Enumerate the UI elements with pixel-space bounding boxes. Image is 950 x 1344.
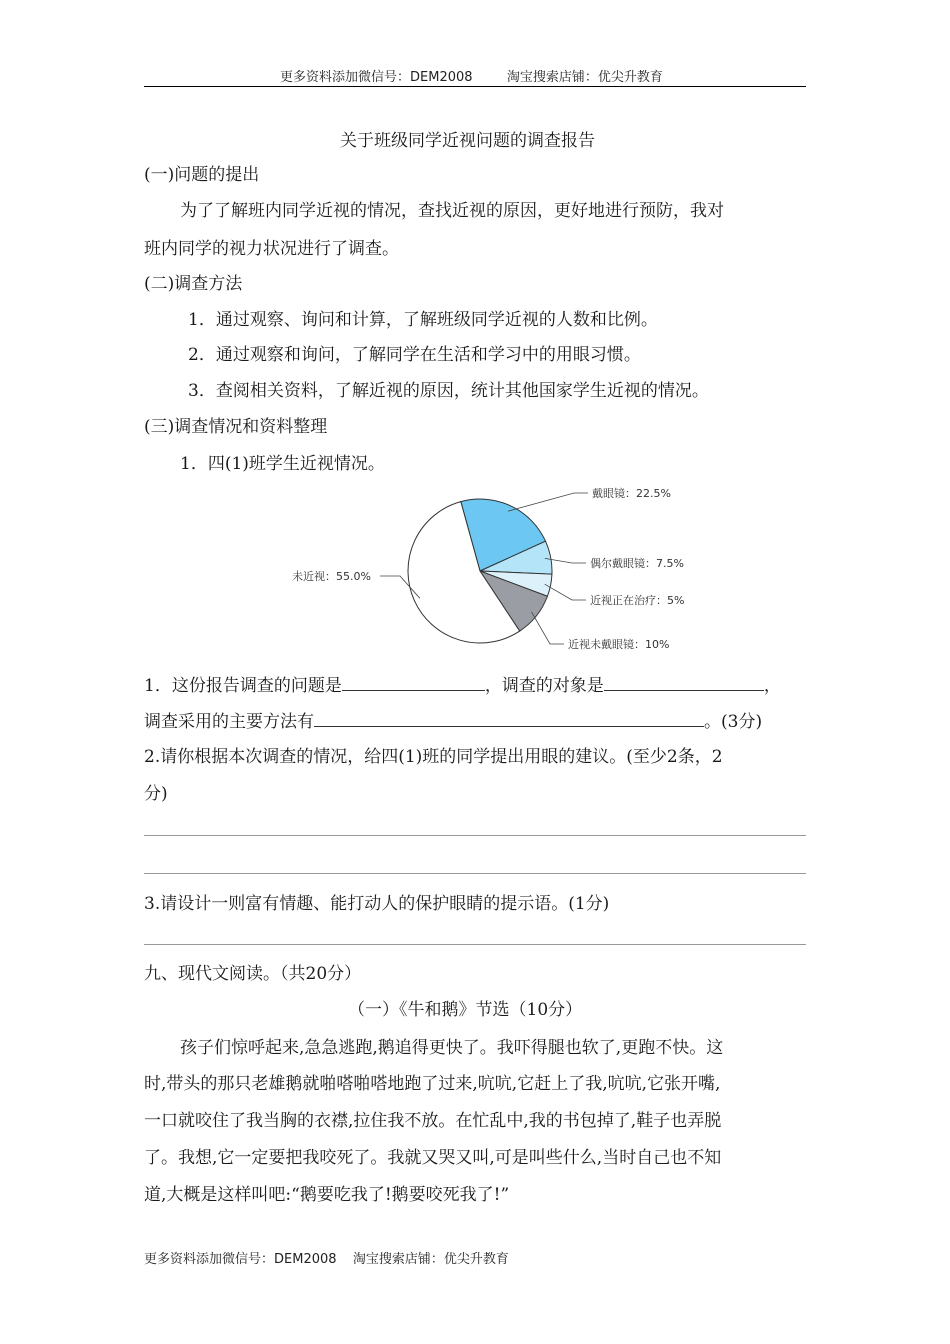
method-item-3: 3．查阅相关资料，了解近视的原因，统计其他国家学生近视的情况。 bbox=[188, 381, 709, 401]
reading-section-title: 九、现代文阅读。（共20分） bbox=[144, 964, 362, 984]
header-shop: 淘宝搜索店铺：优尖升教育 bbox=[506, 70, 663, 85]
section-1-paragraph-line-1: 为了了解班内同学近视的情况，查找近视的原因，更好地进行预防，我对 bbox=[180, 201, 724, 221]
question-2-line-2: 分) bbox=[144, 784, 168, 804]
question-1-prompt-e: 。(3分) bbox=[704, 712, 763, 732]
passage-line-2: 时,带头的那只老雄鹅就啪嗒啪嗒地跑了过来,吭吭,它赶上了我,吭吭,它张开嘴, bbox=[144, 1074, 721, 1094]
report-title: 关于班级同学近视问题的调查报告 bbox=[340, 131, 595, 151]
question-3: 3.请设计一则富有情趣、能打动人的保护眼睛的提示语。(1分) bbox=[144, 894, 610, 914]
method-item-2: 2．通过观察和询问，了解同学在生活和学习中的用眼习惯。 bbox=[188, 345, 641, 365]
question-2-answer-line-2[interactable] bbox=[144, 873, 806, 874]
section-1-paragraph-line-2: 班内同学的视力状况进行了调查。 bbox=[144, 239, 399, 259]
footer-text bbox=[144, 1248, 509, 1267]
section-2-heading: (二)调查方法 bbox=[144, 274, 243, 294]
section-1-heading: (一)问题的提出 bbox=[144, 165, 260, 185]
pie-leader-no-glasses bbox=[532, 612, 564, 644]
question-1-prompt-c: ， bbox=[763, 676, 781, 696]
passage-title: （一）《牛和鹅》节选（10分） bbox=[348, 1000, 583, 1020]
passage-line-3: 一口就咬住了我当胸的衣襟,拉住我不放。在忙乱中,我的书包掉了,鞋子也弄脱 bbox=[144, 1111, 722, 1131]
question-1-prompt-b: ，调查的对象是 bbox=[484, 676, 604, 696]
answer-blank-method[interactable] bbox=[314, 710, 704, 727]
header-divider bbox=[144, 86, 806, 87]
answer-blank-subject[interactable] bbox=[604, 674, 764, 691]
pie-label-glasses: 戴眼镜：22.5% bbox=[592, 487, 671, 500]
passage-line-5: 道,大概是这样叫吧:“鹅要吃我了!鹅要咬死我了!” bbox=[144, 1185, 510, 1205]
pie-label-no-glasses: 近视未戴眼镜：10% bbox=[568, 638, 670, 651]
header-wechat: 更多资料添加微信号：DEM2008 bbox=[280, 70, 473, 85]
myopia-pie-chart bbox=[270, 475, 730, 655]
section-3-subheading: 1．四(1)班学生近视情况。 bbox=[180, 454, 385, 474]
pie-leader-glasses bbox=[508, 493, 588, 511]
question-2-answer-line-1[interactable] bbox=[144, 835, 806, 836]
pie-label-occasional-glasses: 偶尔戴眼镜：7.5% bbox=[590, 557, 684, 570]
method-item-1: 1．通过观察、询问和计算，了解班级同学近视的人数和比例。 bbox=[188, 310, 658, 330]
pie-leader-under-treatment bbox=[545, 584, 586, 600]
pie-label-not-myopic: 未近视：55.0% bbox=[292, 570, 371, 583]
question-1-line-2 bbox=[144, 710, 762, 733]
question-1-prompt-d: 调查采用的主要方法有 bbox=[144, 712, 314, 732]
question-1-line-1 bbox=[144, 674, 781, 697]
footer-shop: 淘宝搜索店铺：优尖升教育 bbox=[352, 1252, 509, 1267]
question-3-answer-line[interactable] bbox=[144, 944, 806, 945]
passage-line-4: 了。我想,它一定要把我咬死了。我就又哭又叫,可是叫些什么,当时自己也不知 bbox=[144, 1148, 722, 1168]
section-3-heading: (三)调查情况和资料整理 bbox=[144, 417, 328, 437]
passage-line-1: 孩子们惊呼起来,急急逃跑,鹅追得更快了。我吓得腿也软了,更跑不快。这 bbox=[180, 1038, 724, 1058]
header-text bbox=[280, 66, 663, 85]
question-1-prompt-a: 1．这份报告调查的问题是 bbox=[144, 676, 342, 696]
pie-label-under-treatment: 近视正在治疗：5% bbox=[590, 594, 685, 607]
question-2-line-1: 2.请你根据本次调查的情况，给四(1)班的同学提出用眼的建议。(至少2条，2 bbox=[144, 747, 723, 767]
answer-blank-problem[interactable] bbox=[342, 674, 485, 691]
footer-wechat: 更多资料添加微信号：DEM2008 bbox=[144, 1252, 337, 1267]
